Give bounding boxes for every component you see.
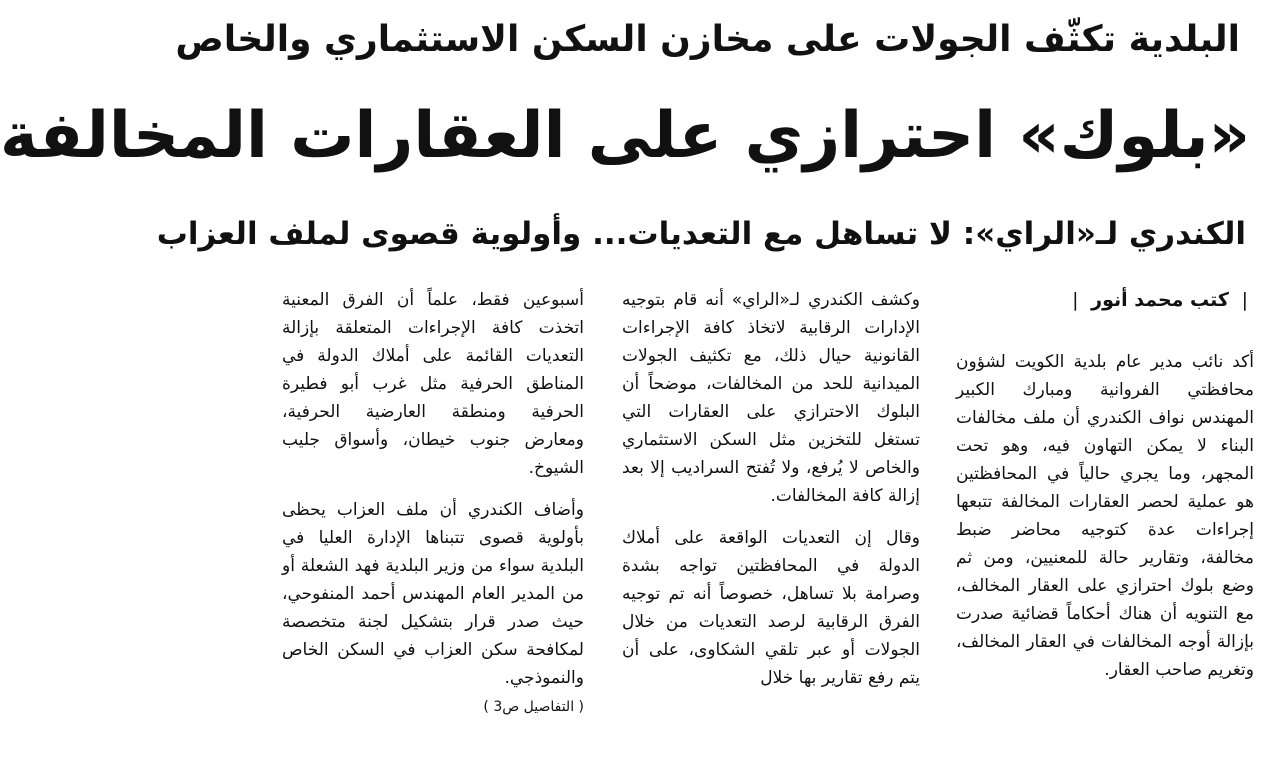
byline-separator: | bbox=[1072, 289, 1079, 311]
article-column-1 bbox=[956, 282, 1254, 759]
byline bbox=[956, 286, 1254, 314]
subheadline: الكندري لـ«الراي»: لا تساهل مع التعديات... وأولوية قصوى لملف العزاب bbox=[156, 216, 1246, 252]
byline-author: كتب محمد أنور bbox=[1091, 289, 1229, 311]
main-headline: «بلوك» احترازي على العقارات المخالفة bbox=[0, 99, 1250, 173]
paragraph: وقال إن التعديات الواقعة على أملاك الدولة في المحافظتين تواجه بشدة وصرامة بلا تساهل، خصوصاً أنه تم توجيه الفرق الرقابية لرصد التعديات من خلال الجولات أو عبر تلقي الشكاوى، على أن يتم رفع تقارير بها خلال bbox=[622, 528, 920, 688]
article-column-3 bbox=[282, 282, 584, 759]
article-column-2 bbox=[622, 282, 920, 759]
byline-separator: | bbox=[1241, 289, 1248, 311]
paragraph: وكشف الكندري لـ«الراي» أنه قام بتوجيه الإدارات الرقابية لاتخاذ كافة الإجراءات القانونية حيال ذلك، مع تكثيف الجولات الميدانية للحد من المخالفات، موضحاً أن البلوك الاحترازي على العقارات التي تستغل للتخزين مثل السكن الاستثماري والخاص لا يُرفع، ولا تُفتح السراديب إلا بعد إزالة كافة المخالفات. bbox=[622, 290, 920, 506]
kicker-headline: البلدية تكثّف الجولات على مخازن السكن الاستثماري والخاص bbox=[175, 19, 1240, 60]
paragraph: وأضاف الكندري أن ملف العزاب يحظى بأولوية قصوى تتبناها الإدارة العليا في البلدية سواء من وزير البلدية فهد الشعلة أو من المدير العام المهندس أحمد المنفوحي، حيث صدر قرار بتشكيل لجنة متخصصة لمكافحة سكن العزاب في السكن الخاص والنموذجي. bbox=[282, 500, 584, 688]
continued-page-reference[interactable]: ( التفاصيل ص3 ) bbox=[483, 699, 584, 715]
article-body bbox=[282, 282, 1254, 759]
paragraph: أسبوعين فقط، علماً أن الفرق المعنية اتخذت كافة الإجراءات المتعلقة بإزالة التعديات القائمة على أملاك الدولة في المناطق الحرفية مثل غرب أبو فطيرة الحرفية ومنطقة العارضية الحرفية، ومعارض جنوب خيطان، وأسواق جليب الشيوخ. bbox=[282, 290, 584, 478]
paragraph: أكد نائب مدير عام بلدية الكويت لشؤون محافظتي الفروانية ومبارك الكبير المهندس نواف الكندري أن ملف مخالفات البناء لا يمكن التهاون فيه، وهو تحت المجهر، وما يجري حالياً في المحافظتين هو عملية لحصر العقارات المخالفة تتبعها إجراءات عدة كتوجيه محاضر ضبط مخالفة، وتقارير حالة للمعنيين، ومن ثم وضع بلوك احترازي على العقار المخالف، مع التنويه أن هناك أحكاماً قضائية صدرت بإزالة أوجه المخالفات في العقار المخالف، وتغريم صاحب العقار. bbox=[956, 352, 1254, 680]
